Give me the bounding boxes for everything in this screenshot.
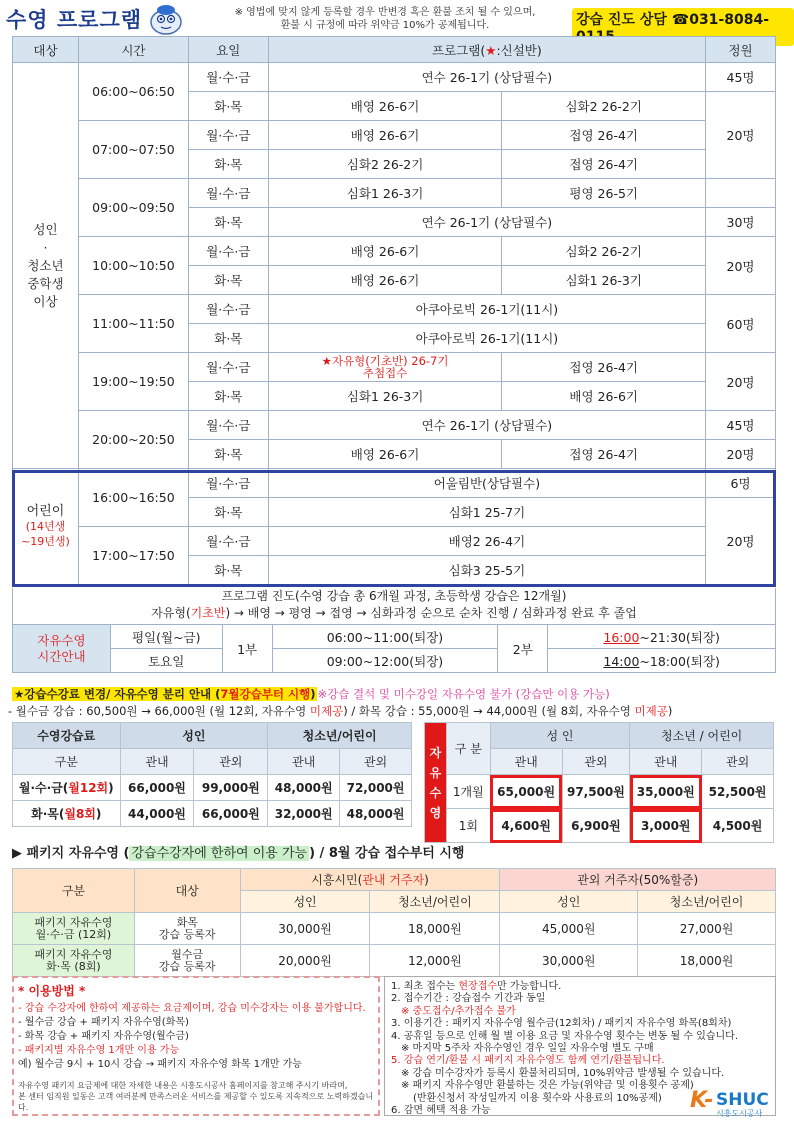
schedule-table — [12, 36, 776, 585]
table-row: 화·목 심화2 26-2기 접영 26-4기 — [13, 150, 776, 179]
table-row: 20:00~20:50 월·수·금 연수 26-1기 (상담필수) 45명 — [13, 411, 776, 440]
table-row: 패키지 자유수영 화·목 (8회) 월수금 강습 등록자 20,000원 12,000원 30,000원 18,000원 — [13, 945, 776, 977]
table-row: 화·목 심화3 25-5기 — [13, 556, 776, 585]
free-swim-label: 자유수영 시간안내 — [13, 625, 111, 673]
package-heading: ▶ 패키지 자유수영 ( 강습수강자에 한하여 이용 가능 ) / 8월 강습 접수부터 시행 — [12, 846, 465, 861]
table-row: 1개월 65,000원 97,500원 35,000원 52,500원 — [425, 775, 774, 809]
table-row: 19:00~19:50 월·수·금 ★자유형(기초반) 26-7기 추첨접수 접영 26-4기 20명 — [13, 353, 776, 382]
table-row: 10:00~10:50 월·수·금 배영 26-6기 심화2 26-2기 20명 — [13, 237, 776, 266]
page-title: 수영 프로그램 — [6, 8, 143, 32]
header — [0, 0, 794, 36]
table-row: 화·목(월8회) 44,000원 66,000원 32,000원 48,000원 — [13, 801, 412, 827]
fee-change-detail: - 월수금 강습 : 60,500원 → 66,000원 (월 12회, 자유수영 미제공) / 화목 강습 : 55,000원 → 44,000원 (월 8회, 자유수영 미제공) — [8, 704, 673, 718]
progression-note: 프로그램 진도(수영 강습 총 6개월 과정, 초등학생 강습은 12개월) 자유형(기초반) → 배영 → 평영 → 접영 → 심화과정 순으로 순차 진행 / 심화과정 완료 후 졸업 — [12, 588, 776, 624]
table-row: 07:00~07:50 월·수·금 배영 26-6기 접영 26-4기 — [13, 121, 776, 150]
table-row: 17:00~17:50 월·수·금 배영2 26-4기 — [13, 527, 776, 556]
table-row: 자유수영 시간안내 평일(월~금) 1부 06:00~11:00(퇴장) 2부 16:00~21:30(퇴장) — [13, 625, 776, 649]
fee-change-notice: ★강습수강료 변경/ 자유수영 분리 안내 (7월강습부터 시행) ※강습 결석 및 미수강일 자유수영 불가 (강습만 이용 가능) — [14, 687, 610, 701]
table-row: 11:00~11:50 월·수·금 아쿠아로빅 26-1기(11시) 60명 — [13, 295, 776, 324]
kids-label: 어린이 (14년생 ~19년생) — [13, 469, 79, 585]
table-row: 성인 · 청소년 중학생 이상 06:00~06:50 월·수·금 연수 26-1기 (상담필수) 45명 — [13, 63, 776, 92]
lesson-fee-table: 수영강습료 성인 청소년/어린이 구분 관내 관외 관내 관외 월·수·금(월12회) 66,000원 99,000원 48,000원 72,000원 화·목(월8회) 44,000원 66,000원 32,000원 48,000원 — [12, 722, 412, 827]
table-row: 어린이 (14년생 ~19년생) 16:00~16:50 월·수·금 어울림반(상담필수) 6명 — [13, 469, 776, 498]
table-row: 화·목 아쿠아로빅 26-1기(11시) — [13, 324, 776, 353]
table-row: 화·목 배영 26-6기 심화2 26-2기 20명 — [13, 92, 776, 121]
table-row: 화·목 배영 26-6기 심화1 26-3기 — [13, 266, 776, 295]
table-row: 화·목 연수 26-1기 (상담필수) 30명 — [13, 208, 776, 237]
table-row: 화·목 심화1 25-7기 20명 — [13, 498, 776, 527]
adult-label: 성인 · 청소년 중학생 이상 — [13, 63, 79, 469]
shuc-logo: K- SHUC 시흥도시공사 — [690, 1088, 769, 1118]
table-row: 화·목 심화1 26-3기 배영 26-6기 — [13, 382, 776, 411]
table-row: 토요일 09:00~12:00(퇴장) 14:00~18:00(퇴장) — [13, 649, 776, 673]
usage-method-box: * 이용방법 * - 강습 수강자에 한하여 제공하는 요금제이며, 강습 미수강자는 이용 불가합니다. - 월수금 강습 + 패키지 자유수영(화목) - 화목 강습 + 패키지 자유수영(월수금) - 패키지별 자유수영 1개만 이용 가능 예) 월수금 9시 + 10시 강습 → 패키지 자유수영 화목 1개만 가능 자유수영 패키지 요금제에 대한 자세한 내용은 시흥도시공사 홈페이지를 참고해 주시기 바라며, 본 센터 임직원 일동은 고객 여러분께 만족스러운 서비스를 제공할 수 있도록 지속적으로 노력하겠습니다. — [12, 976, 380, 1116]
table-row: 1회 4,600원 6,900원 3,000원 4,500원 — [425, 809, 774, 843]
notice: ※ 영법에 맞지 않게 등록할 경우 반변경 혹은 환불 조치 될 수 있으며, 환불 시 규정에 따라 위약금 10%가 공제됩니다. — [234, 7, 536, 31]
free-swim-time-table — [12, 624, 776, 673]
free-swim-side-label: 자 유 수 영 — [425, 723, 447, 843]
free-swim-fee-table: 자 유 수 영 구 분 성 인 청소년 / 어린이 관내 관외 관내 관외 1개월 65,000원 97,500원 35,000원 52,500원 1회 4,600원 6,900원 3,000원 4,500원 — [424, 722, 774, 843]
table-header-row: 대상 시간 요일 프로그램(★:신설반) 정원 — [13, 37, 776, 63]
mascot-icon — [148, 2, 184, 36]
package-fee-table: 구분 대상 시흥시민(관내 거주자) 관외 거주자(50%할증) 성인 청소년/어린이 성인 청소년/어린이 패키지 자유수영 월·수·금 (12회) 화목 강습 등록자 30,000원 18,000원 45,000원 27,000원 패키지 자유수영 화·목 (8회) 월수금 강습 등록자 20,000원 12,000원 30,000원 18,000원 — [12, 868, 776, 977]
table-row: 화·목 배영 26-6기 접영 26-4기 20명 — [13, 440, 776, 469]
phone-contact[interactable]: 강습 진도 상담 ☎031-8084- — [572, 8, 794, 46]
table-row: 패키지 자유수영 월·수·금 (12회) 화목 강습 등록자 30,000원 18,000원 45,000원 27,000원 — [13, 913, 776, 945]
table-row: 월·수·금(월12회) 66,000원 99,000원 48,000원 72,000원 — [13, 775, 412, 801]
notes-box: 1. 최초 접수는 현장접수만 가능합니다. 2. 접수기간 : 강습접수 기간과 동일 ※ 중도접수/추가접수 불가 3. 이용기간 : 패키지 자유수영 월수금(12회차) / 패키지 자유수영 화목(8회차) 4. 공휴일 등으로 인해 월 별 이용 요금 및 자유수영 횟수는 변동 될 수 있습니다. ※ 마지막 5주차 자유수영인 경우 일일 자유수영 별도 구매 5. 강습 연기/환불 시 패키지 자유수영도 함께 연기/환불됩니다. ※ 강습 미수강자가 등록시 환불처리되며, 10%위약금 발생될 수 있습니다. ※ 패키지 자유수영만 환불하는 것은 가능(위약금 및 이용횟수 공제) (반환신청서 작성일까지 이용 횟수와 사용료의 10%공제) 6. 감면 혜택 적용 가능 — [384, 976, 776, 1116]
table-row: 09:00~09:50 월·수·금 심화1 26-3기 평영 26-5기 — [13, 179, 776, 208]
